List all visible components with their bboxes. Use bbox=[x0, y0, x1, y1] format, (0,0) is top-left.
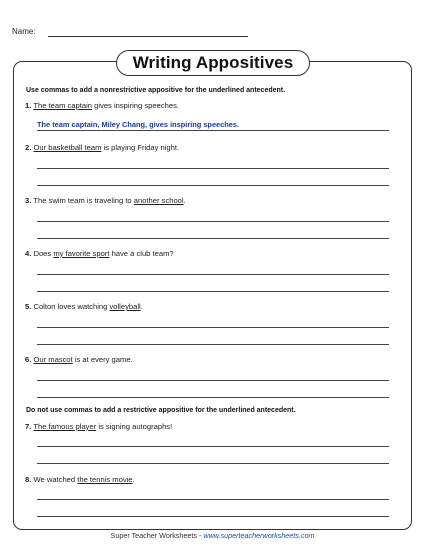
answer-line[interactable] bbox=[37, 516, 389, 517]
answer-line[interactable] bbox=[37, 221, 389, 222]
name-line[interactable] bbox=[48, 36, 248, 37]
footer-url[interactable]: www.superteacherworksheets.com bbox=[203, 531, 315, 540]
sentence-rest: have a club team? bbox=[109, 249, 174, 258]
sentence-rest: is playing Friday night. bbox=[101, 143, 180, 152]
answer-line[interactable] bbox=[37, 344, 389, 345]
name-label: Name: bbox=[12, 27, 36, 36]
underlined-antecedent: volleyball bbox=[109, 302, 141, 311]
question-number: 7. bbox=[25, 422, 32, 431]
underlined-antecedent: another school bbox=[133, 196, 184, 205]
footer bbox=[0, 531, 425, 540]
question-number: 5. bbox=[25, 302, 32, 311]
question-8 bbox=[25, 475, 135, 484]
question-number: 3. bbox=[25, 196, 32, 205]
sentence-rest: is signing autographs! bbox=[96, 422, 173, 431]
question-1 bbox=[25, 101, 179, 110]
underlined-antecedent: The team captain bbox=[33, 101, 93, 110]
sentence-start: The swim team is traveling to bbox=[33, 196, 134, 205]
question-number: 6. bbox=[25, 355, 32, 364]
answer-line[interactable] bbox=[37, 238, 389, 239]
underlined-antecedent: my favorite sport bbox=[53, 249, 110, 258]
underlined-antecedent: Our mascot bbox=[33, 355, 73, 364]
answer-line[interactable] bbox=[37, 446, 389, 447]
underlined-antecedent: The famous player bbox=[33, 422, 97, 431]
footer-site: Super Teacher Worksheets - bbox=[110, 531, 204, 540]
answer-line[interactable] bbox=[37, 380, 389, 381]
question-3 bbox=[25, 196, 186, 205]
answer-line[interactable] bbox=[37, 130, 389, 131]
answer-line[interactable] bbox=[37, 274, 389, 275]
answer-line[interactable] bbox=[37, 291, 389, 292]
answer-line[interactable] bbox=[37, 397, 389, 398]
sentence-rest: gives inspiring speeches. bbox=[92, 101, 179, 110]
example-answer: The team captain, Miley Chang, gives inspiring speeches. bbox=[37, 120, 240, 129]
sentence-start: Does bbox=[33, 249, 54, 258]
instruction-nonrestrictive: Use commas to add a nonrestrictive appositive for the underlined antecedent. bbox=[26, 87, 286, 94]
question-2 bbox=[25, 143, 179, 152]
worksheet-frame bbox=[13, 61, 412, 530]
answer-line[interactable] bbox=[37, 327, 389, 328]
question-number: 8. bbox=[25, 475, 32, 484]
answer-line[interactable] bbox=[37, 168, 389, 169]
sentence-start: We watched bbox=[33, 475, 78, 484]
question-number: 2. bbox=[25, 143, 32, 152]
question-number: 4. bbox=[25, 249, 32, 258]
sentence-rest: . bbox=[132, 475, 135, 484]
question-4 bbox=[25, 249, 174, 258]
question-7 bbox=[25, 422, 172, 431]
question-6 bbox=[25, 355, 133, 364]
answer-line[interactable] bbox=[37, 499, 389, 500]
answer-line[interactable] bbox=[37, 463, 389, 464]
sentence-start: Colton loves watching bbox=[33, 302, 110, 311]
underlined-antecedent: the tennis movie bbox=[77, 475, 133, 484]
answer-line[interactable] bbox=[37, 185, 389, 186]
page-title: Writing Appositives bbox=[132, 53, 294, 72]
sentence-rest: . bbox=[140, 302, 143, 311]
underlined-antecedent: Our basketball team bbox=[33, 143, 102, 152]
question-number: 1. bbox=[25, 101, 32, 110]
question-5 bbox=[25, 302, 143, 311]
sentence-rest: . bbox=[183, 196, 186, 205]
sentence-rest: is at every game. bbox=[72, 355, 133, 364]
instruction-restrictive: Do not use commas to add a restrictive appositive for the underlined antecedent. bbox=[26, 407, 296, 414]
title-banner bbox=[116, 50, 310, 76]
